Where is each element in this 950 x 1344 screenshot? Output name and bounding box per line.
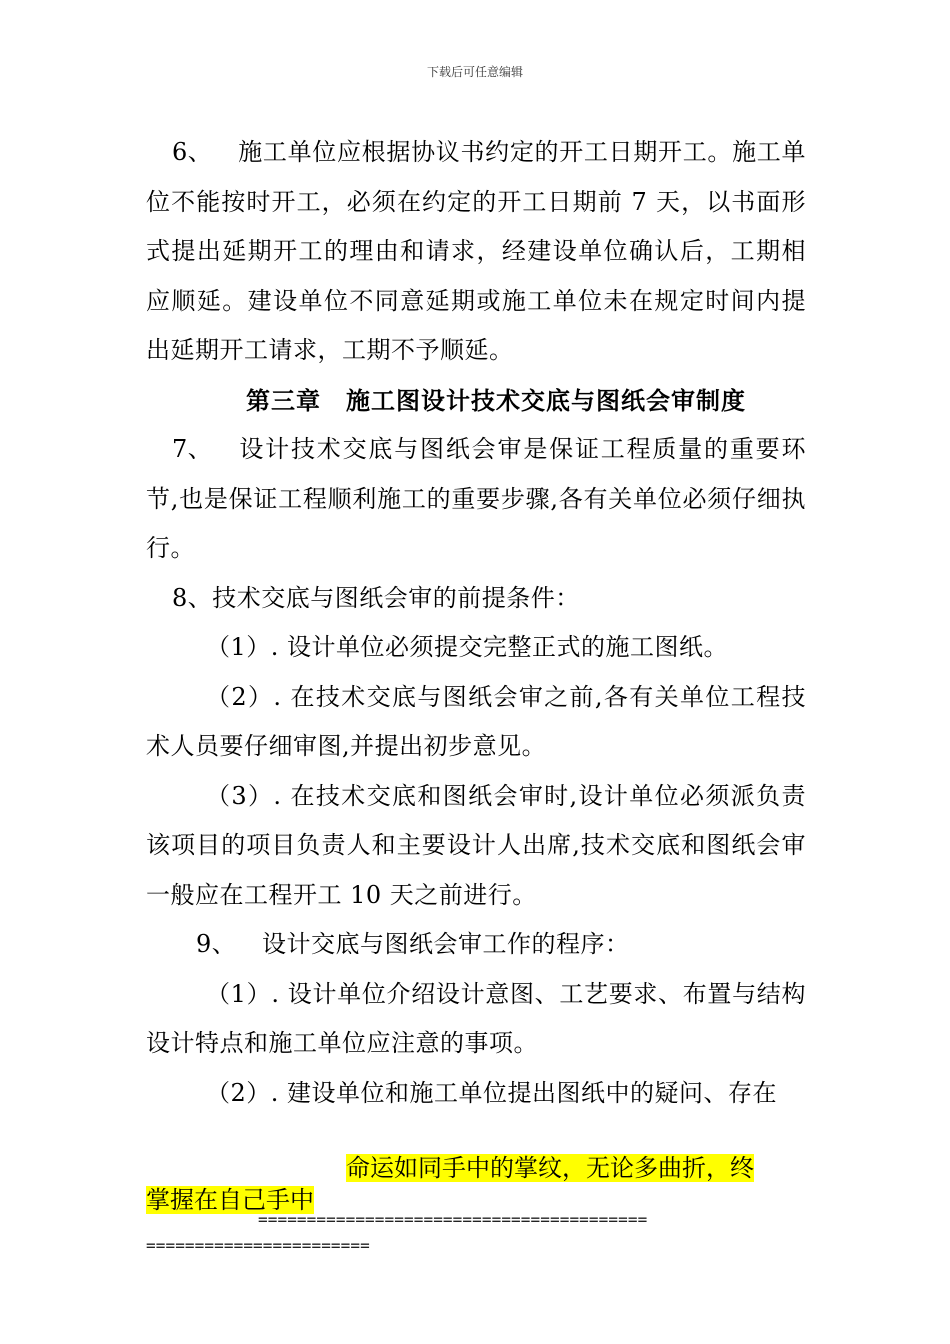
list-item-8-1: （1）. 设计单位必须提交完整正式的施工图纸。 [206, 633, 729, 661]
highlighted-quote-part2: 掌握在自己手中 [146, 1186, 314, 1214]
separator-row-2: ======================= [146, 1236, 370, 1255]
header-note: 下载后可任意编辑 [426, 65, 523, 79]
item-number: 6、 [172, 138, 213, 166]
paragraph-8: 8、技术交底与图纸会审的前提条件： [172, 583, 580, 612]
paragraph-text: 设计交底与图纸会审工作的程序： [262, 930, 630, 958]
list-item-9-2: （2）. 建设单位和施工单位提出图纸中的疑问、存在 [206, 1078, 778, 1107]
separator-line [146, 1207, 816, 1259]
list-item-8-3: （3）. 在技术交底和图纸会审时,设计单位必须派负责该项目的项目负责人和主要设计人出席,技术交底和图纸会审一般应在工程开工 10 天之前进行。 [146, 781, 806, 909]
separator-row-1: ======================================== [258, 1210, 648, 1229]
list-item-8-2: （2）. 在技术交底与图纸会审之前,各有关单位工程技术人员要仔细审图,并提出初步意见。 [146, 682, 806, 760]
list-item-9-1: （1）. 设计单位介绍设计意图、工艺要求、布置与结构设计特点和施工单位应注意的事项。 [146, 979, 806, 1057]
item-number: 9、 [196, 930, 237, 958]
paragraph-6 [146, 128, 806, 376]
chapter-heading: 第三章 施工图设计技术交底与图纸会审制度 [246, 385, 746, 415]
document-body [146, 128, 806, 1118]
paragraph-text: 施工单位应根据协议书约定的开工日期开工。施工单位不能按时开工，必须在约定的开工日期前 7 天，以书面形式提出延期开工的理由和请求，经建设单位确认后，工期相应顺延。建设单位不同意延期或施工单位未在规定时间内提出延期开工请求，工期不予顺延。 [146, 138, 806, 364]
paragraph-7 [146, 425, 806, 574]
item-number: 7、 [172, 435, 213, 463]
paragraph-text: 设计技术交底与图纸会审是保证工程质量的重要环节,也是保证工程顺利施工的重要步骤,各有关单位必须仔细执行。 [146, 435, 806, 562]
paragraph-9 [146, 920, 806, 970]
highlighted-quote-part1: 命运如同手中的掌纹，无论多曲折，终 [346, 1154, 754, 1182]
